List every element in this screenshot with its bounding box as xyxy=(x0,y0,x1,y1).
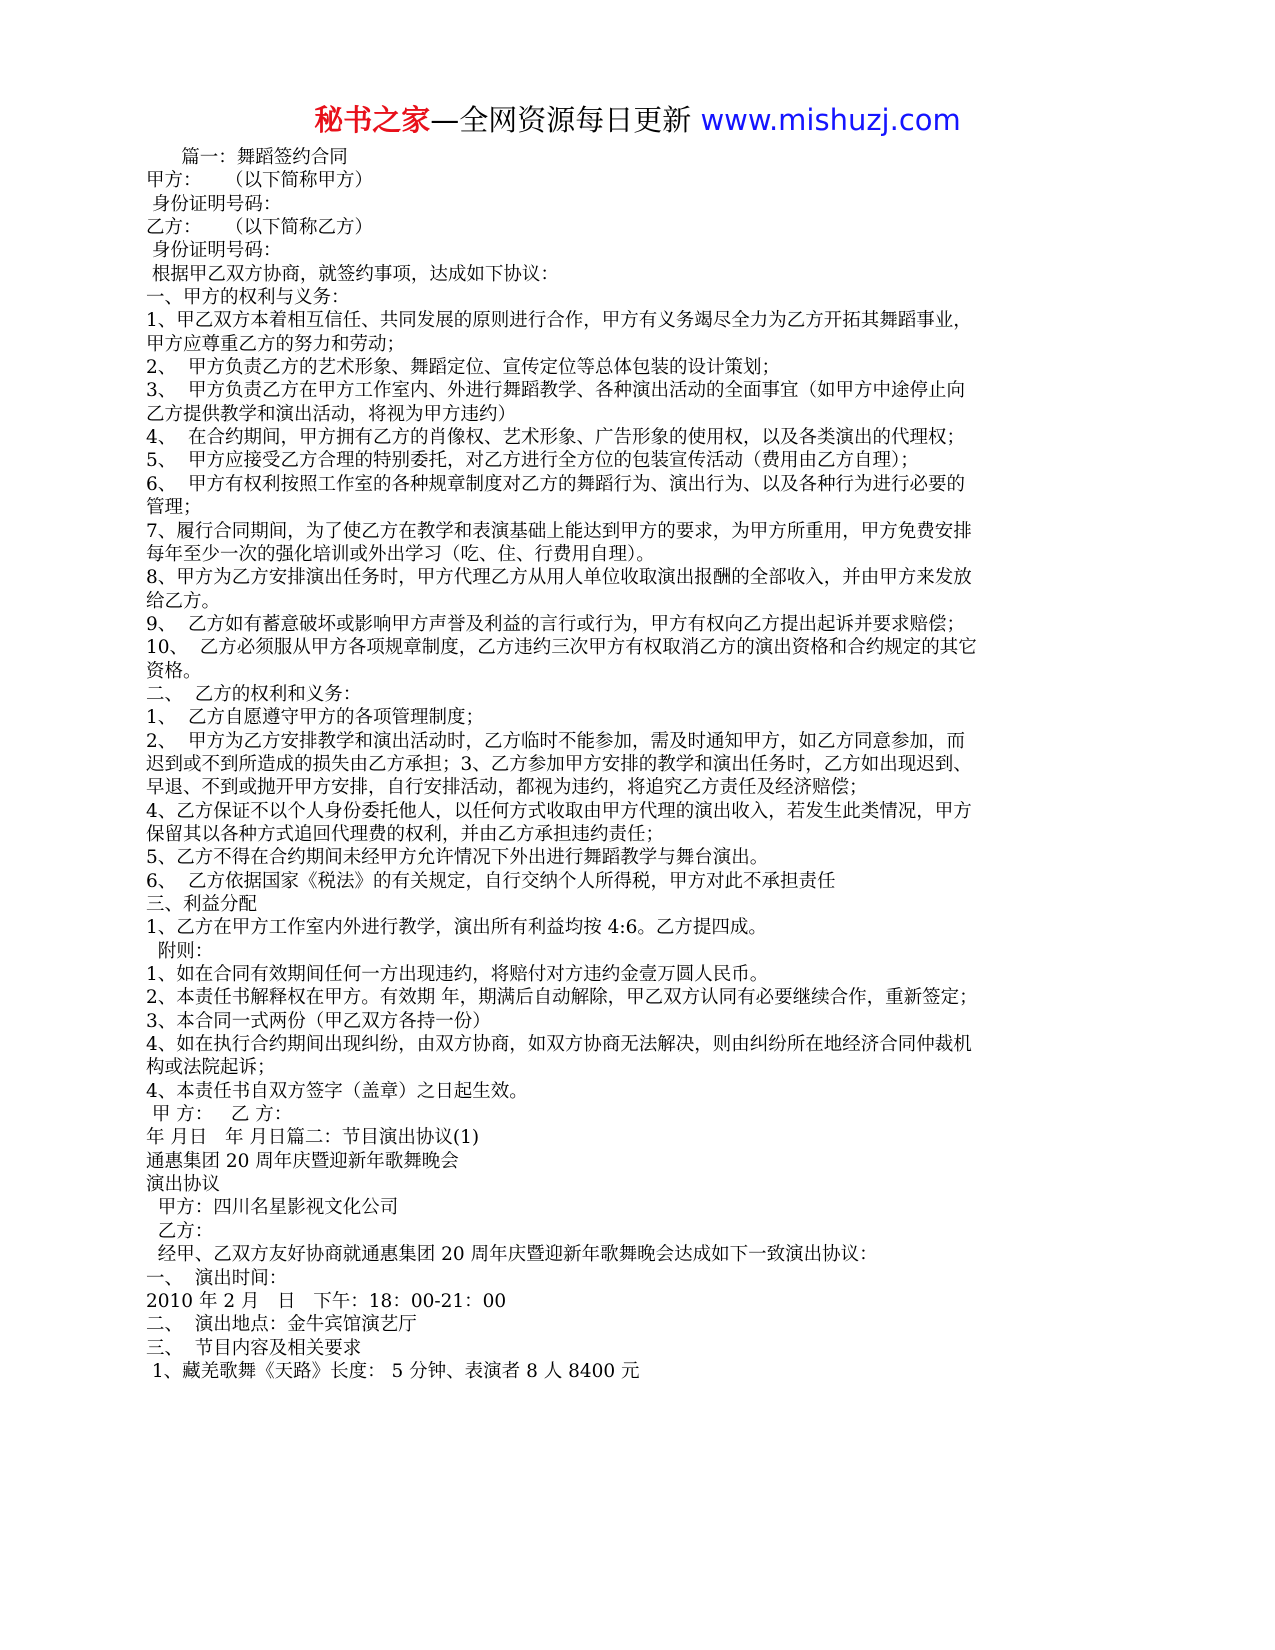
text-line: 管理； xyxy=(146,497,202,519)
text-line: 6、 甲方有权利按照工作室的各种规章制度对乙方的舞蹈行为、演出行为、以及各种行为进行必要的 xyxy=(146,473,966,495)
text-line: 8、甲方为乙方安排演出任务时，甲方代理乙方从用人单位收取演出报酬的全部收入，并由甲方来发放 xyxy=(146,567,972,589)
site-brand: 秘书之家 xyxy=(314,103,431,137)
text-line: 资格。 xyxy=(146,660,202,682)
text-line: 5、 甲方应接受乙方合理的特别委托，对乙方进行全方位的包装宣传活动（费用由乙方自理）； xyxy=(146,450,919,472)
text-line: 3、本合同一式两份（甲乙双方各持一份） xyxy=(146,1010,491,1032)
text-line: 甲方：四川名星影视文化公司 xyxy=(146,1197,399,1219)
text-line: 三、利益分配 xyxy=(146,894,258,915)
text-line: 经甲、乙双方友好协商就通惠集团 20 周年庆暨迎新年歌舞晚会达成如下一致演出协议： xyxy=(146,1244,878,1266)
text-line: 甲方： （以下简称甲方） xyxy=(146,170,374,192)
text-line: 身份证明号码： xyxy=(146,240,282,262)
text-line: 一、 演出时间： xyxy=(146,1267,288,1289)
text-line: 2010 年 2 月 日 下午：18：00-21：00 xyxy=(146,1290,507,1312)
text-line: 2、本责任书解释权在甲方。有效期 年，期满后自动解除，甲乙双方认同有必要继续合作，重新签定； xyxy=(146,987,978,1009)
text-line: 迟到或不到所造成的损失由乙方承担；3、乙方参加甲方安排的教学和演出任务时，乙方如出现迟到、 xyxy=(146,753,972,775)
text-line: 1、甲乙双方本着相互信任、共同发展的原则进行合作，甲方有义务竭尽全力为乙方开拓其舞蹈事业， xyxy=(146,310,972,332)
text-line: 1、藏羌歌舞《天路》长度： 5 分钟、表演者 8 人 8400 元 xyxy=(146,1360,640,1382)
text-line: 乙方提供教学和演出活动，将视为甲方违约） xyxy=(146,403,517,425)
text-line: 年 月日 年 月日篇二：节目演出协议(1) xyxy=(146,1127,480,1149)
text-line: 附则： xyxy=(146,940,214,962)
text-line: 甲方应尊重乙方的努力和劳动； xyxy=(146,333,406,355)
text-line: 9、 乙方如有蓄意破坏或影响甲方声誉及利益的言行或行为，甲方有权向乙方提出起诉并要求赔偿； xyxy=(146,613,966,635)
text-line: 二、 乙方的权利和义务： xyxy=(146,683,362,705)
text-line: 根据甲乙双方协商，就签约事项，达成如下协议： xyxy=(146,263,559,285)
text-line: 早退、不到或抛开甲方安排，自行安排活动，都视为违约，将追究乙方责任及经济赔偿； xyxy=(146,777,868,799)
text-line: 1、乙方在甲方工作室内外进行教学，演出所有利益均按 4:6。乙方提四成。 xyxy=(146,917,767,939)
site-tagline: —全网资源每日更新 xyxy=(430,103,701,137)
text-line: 二、 演出地点：金牛宾馆演艺厅 xyxy=(146,1314,417,1336)
text-line: 通惠集团 20 周年庆暨迎新年歌舞晚会 xyxy=(146,1150,459,1172)
text-line: 2、 甲方为乙方安排教学和演出活动时，乙方临时不能参加，需及时通知甲方，如乙方同意参加，而 xyxy=(146,730,966,752)
text-line: 10、 乙方必须服从甲方各项规章制度，乙方违约三次甲方有权取消乙方的演出资格和合约规定的其它 xyxy=(146,637,977,659)
text-line: 1、如在合同有效期间任何一方出现违约，将赔付对方违约金壹万圆人民币。 xyxy=(146,964,769,986)
text-line: 乙方： xyxy=(146,1220,214,1242)
text-line: 4、乙方保证不以个人身份委托他人，以任何方式收取由甲方代理的演出收入，若发生此类情况，甲方 xyxy=(146,800,972,822)
text-line: 演出协议 xyxy=(146,1174,221,1196)
text-line: 6、 乙方依据国家《税法》的有关规定，自行交纳个人所得税，甲方对此不承担责任 xyxy=(146,870,836,892)
text-line: 篇一：舞蹈签约合同 xyxy=(146,147,348,168)
text-line: 保留其以各种方式追回代理费的权利，并由乙方承担违约责任； xyxy=(146,823,665,845)
text-line: 三、 节目内容及相关要求 xyxy=(146,1337,362,1359)
text-line: 1、 乙方自愿遵守甲方的各项管理制度； xyxy=(146,707,485,729)
text-line: 身份证明号码： xyxy=(146,193,282,215)
text-line: 5、乙方不得在合约期间未经甲方允许情况下外出进行舞蹈教学与舞台演出。 xyxy=(146,847,769,869)
text-line: 4、 在合约期间，甲方拥有乙方的肖像权、艺术形象、广告形象的使用权，以及各类演出的代理权； xyxy=(146,427,966,449)
text-line: 给乙方。 xyxy=(146,590,221,612)
text-line: 每年至少一次的强化培训或外出学习（吃、住、行费用自理）。 xyxy=(146,543,655,565)
text-line: 7、履行合同期间，为了使乙方在教学和表演基础上能达到甲方的要求，为甲方所重用，甲方免费安排 xyxy=(146,520,972,542)
text-line: 一、甲方的权利与义务： xyxy=(146,287,350,309)
contract-body xyxy=(146,146,1146,1383)
text-line: 2、 甲方负责乙方的艺术形象、舞蹈定位、宣传定位等总体包装的设计策划； xyxy=(146,357,781,379)
text-line: 甲 方： 乙 方： xyxy=(146,1104,293,1126)
site-header xyxy=(0,100,1275,140)
site-url-link[interactable]: www.mishuzj.com xyxy=(700,103,961,137)
text-line: 乙方： （以下简称乙方） xyxy=(146,217,374,239)
text-line: 4、本责任书自双方签字（盖章）之日起生效。 xyxy=(146,1080,528,1102)
text-line: 4、如在执行合约期间出现纠纷，由双方协商，如双方协商无法解决，则由纠纷所在地经济合同仲裁机 xyxy=(146,1034,972,1056)
text-line: 构或法院起诉； xyxy=(146,1057,276,1079)
text-line: 3、 甲方负责乙方在甲方工作室内、外进行舞蹈教学、各种演出活动的全面事宜（如甲方中途停止向 xyxy=(146,380,966,402)
